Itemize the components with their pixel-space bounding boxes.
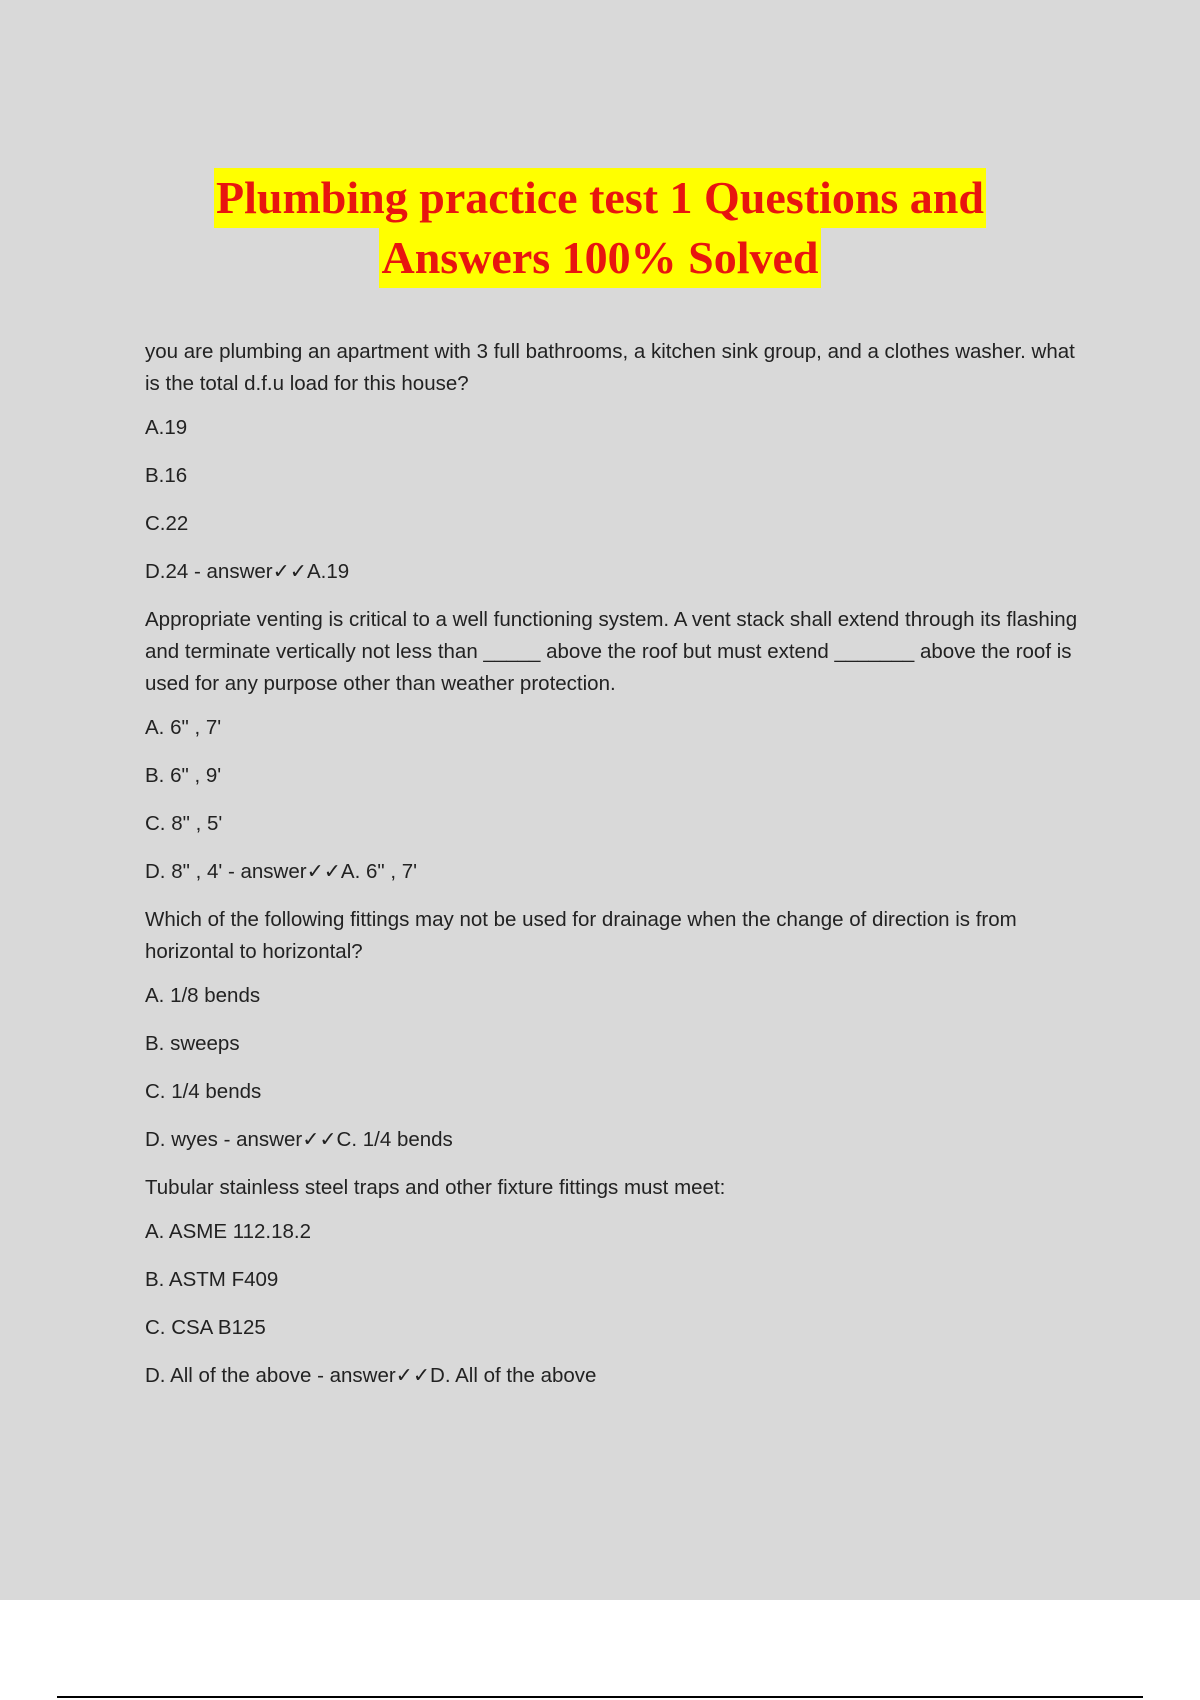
answer-option: A. ASME 112.18.2 xyxy=(145,1220,312,1243)
title-line-2: Answers 100% Solved xyxy=(379,228,820,288)
question-text: Which of the following fittings may not be used for drainage when the change of direction is from horizontal to horizontal? xyxy=(145,908,1017,963)
question-block xyxy=(145,336,1095,586)
answer-option: B.16 xyxy=(145,464,188,487)
answer-option: B. sweeps xyxy=(145,1032,240,1055)
question-block xyxy=(145,1172,1095,1390)
question-list xyxy=(145,336,1095,1408)
answer-option: A.19 xyxy=(145,416,188,439)
answer-option: A. 6" , 7' xyxy=(145,716,222,739)
answer-option: A. 1/8 bends xyxy=(145,984,261,1007)
question-block xyxy=(145,904,1095,1154)
answer-option-with-answer: D.24 - answer✓✓A.19 xyxy=(145,560,350,583)
question-block xyxy=(145,604,1095,886)
footer-divider xyxy=(57,1696,1143,1698)
answer-option: C. CSA B125 xyxy=(145,1316,266,1339)
document-title xyxy=(0,168,1200,288)
answer-option: C. 8" , 5' xyxy=(145,812,223,835)
answer-option: C. 1/4 bends xyxy=(145,1080,262,1103)
answer-option: C.22 xyxy=(145,512,189,535)
question-text: Tubular stainless steel traps and other fixture fittings must meet: xyxy=(145,1176,726,1199)
answer-option: B. ASTM F409 xyxy=(145,1268,279,1291)
answer-option-with-answer: D. All of the above - answer✓✓D. All of the above xyxy=(145,1364,597,1387)
title-line-1: Plumbing practice test 1 Questions and xyxy=(214,168,986,228)
answer-option-with-answer: D. wyes - answer✓✓C. 1/4 bends xyxy=(145,1128,453,1151)
answer-option: B. 6" , 9' xyxy=(145,764,222,787)
answer-option-with-answer: D. 8" , 4' - answer✓✓A. 6" , 7' xyxy=(145,860,418,883)
question-text: Appropriate venting is critical to a well functioning system. A vent stack shall extend through its flashing and terminate vertically not less than _____ above the roof but must extend _______ above the roof is used for any purpose other than weather protection. xyxy=(145,608,1078,695)
question-text: you are plumbing an apartment with 3 full bathrooms, a kitchen sink group, and a clothes washer. what is the total d.f.u load for this house? xyxy=(145,340,1075,395)
